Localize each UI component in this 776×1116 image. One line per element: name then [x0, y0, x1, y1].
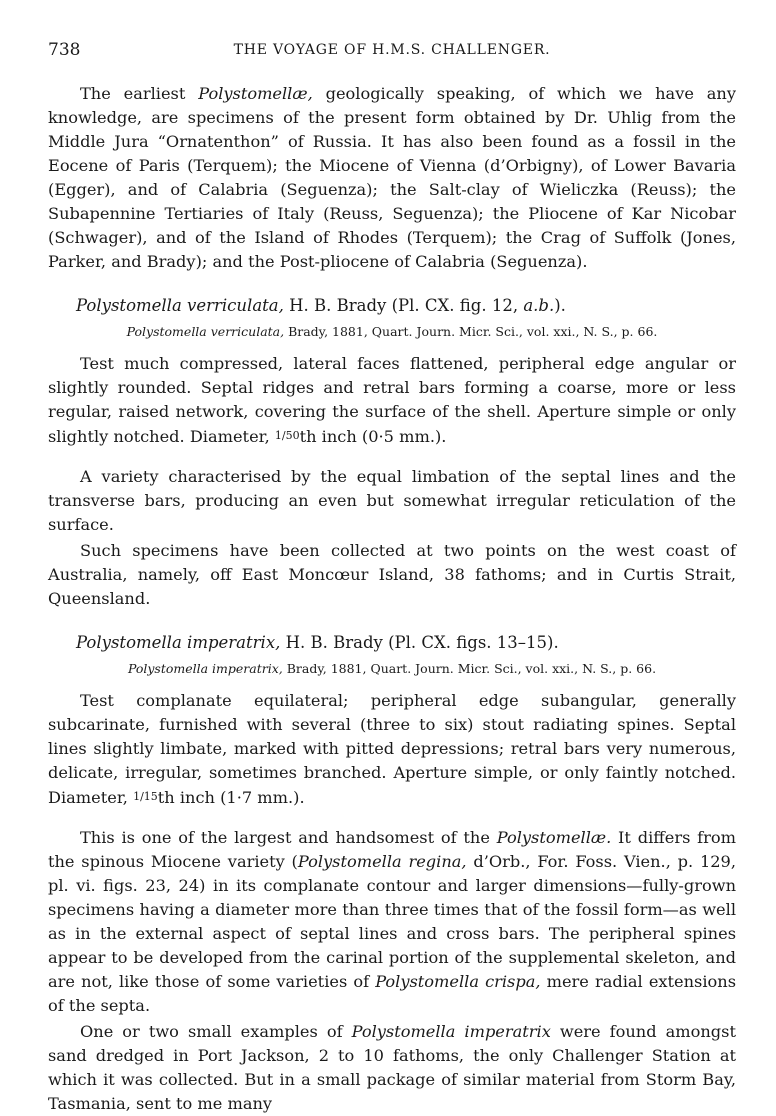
fraction: 1/50	[274, 429, 300, 442]
running-head: THE VOYAGE OF H.M.S. CHALLENGER.	[233, 42, 551, 58]
description-imperatrix: Test complanate equilateral; peripheral edge subangular, generally subcarinate, furnished with several (three to six) stout radiating spines. Septal lines slightly limbate, marked with pitted depressions; retral bars very numerous, delicate, irregular, sometimes branched. Aperture simple, or only faintly notched. Diameter, 1/15th inch (1·7 mm.).	[48, 691, 736, 807]
taxon-name: Polystomellæ,	[198, 84, 313, 103]
species-heading-imperatrix: Polystomella imperatrix, H. B. Brady (Pl. CX. figs. 13–15).	[76, 633, 559, 652]
species-reference-verriculata: Polystomella verriculata, Brady, 1881, Quart. Journ. Micr. Sci., vol. xxi., N. S., p. 66.	[126, 324, 658, 339]
intro-paragraph: The earliest Polystomellæ, geologically speaking, of which we have any knowledge, are specimens of the present form obtained by Dr. Uhlig from the Middle Jura “Ornatenthon” of Russia. It has also been found as a fossil in the Eocene of Paris (Terquem); the Miocene of Vienna (d’Orbigny), of Lower Bavaria (Egger), and of Calabria (Seguenza); the Salt-clay of Wieliczka (Reuss); the Subapennine Tertiaries of Italy (Reuss, Seguenza); the Pliocene of Kar Nicobar (Schwager), and of the Island of Rhodes (Terquem); the Crag of Suffolk (Jones, Parker, and Brady); and the Post-pliocene of Calabria (Seguenza).	[48, 84, 736, 271]
collection-paragraph: One or two small examples of Polystomella imperatrix were found amongst sand dredged in Port Jackson, 2 to 10 fathoms, the only Challenger Station at which it was collected. But in a small package of similar material from Storm Bay, Tasmania, sent to me many	[48, 1022, 736, 1113]
fraction: 1/15	[133, 790, 158, 803]
comparison-paragraph: This is one of the largest and handsomest of the Polystomellæ. It differs from the spinous Miocene variety (Polystomella regina, d’Orb., For. Foss. Vien., p. 129, pl. vi. figs. 23, 24) in its complanate contour and larger dimensions—fully-grown specimens having a diameter more than three times that of the fossil form—as well as in the external aspect of septal lines and cross bars. The peripheral spines appear to be developed from the carinal portion of the supplemental skeleton, and are not, like those of some varieties of Polystomella crispa, mere radial extensions of the septa.	[48, 828, 737, 1015]
locality-paragraph: Such specimens have been collected at two points on the west coast of Australia, namely, off East Moncœur Island, 38 fathoms; and in Curtis Strait, Queensland.	[48, 541, 736, 608]
variety-paragraph: A variety characterised by the equal limbation of the septal lines and the transverse bars, producing an even but somewhat irregular reticulation of the surface.	[48, 467, 736, 534]
page-number: 738	[48, 40, 81, 60]
species-reference-imperatrix: Polystomella imperatrix, Brady, 1881, Quart. Journ. Micr. Sci., vol. xxi., N. S., p. 66.	[127, 661, 657, 676]
species-heading-verriculata: Polystomella verriculata, H. B. Brady (Pl. CX. fig. 12, a.b.).	[76, 296, 566, 315]
description-verriculata: Test much compressed, lateral faces flattened, peripheral edge angular or slightly rounded. Septal ridges and retral bars forming a coarse, more or less regular, raised network, covering the surface of the shell. Aperture simple or only slightly notched. Diameter, 1/50th inch (0·5 mm.).	[48, 354, 736, 446]
page-header	[48, 40, 736, 66]
